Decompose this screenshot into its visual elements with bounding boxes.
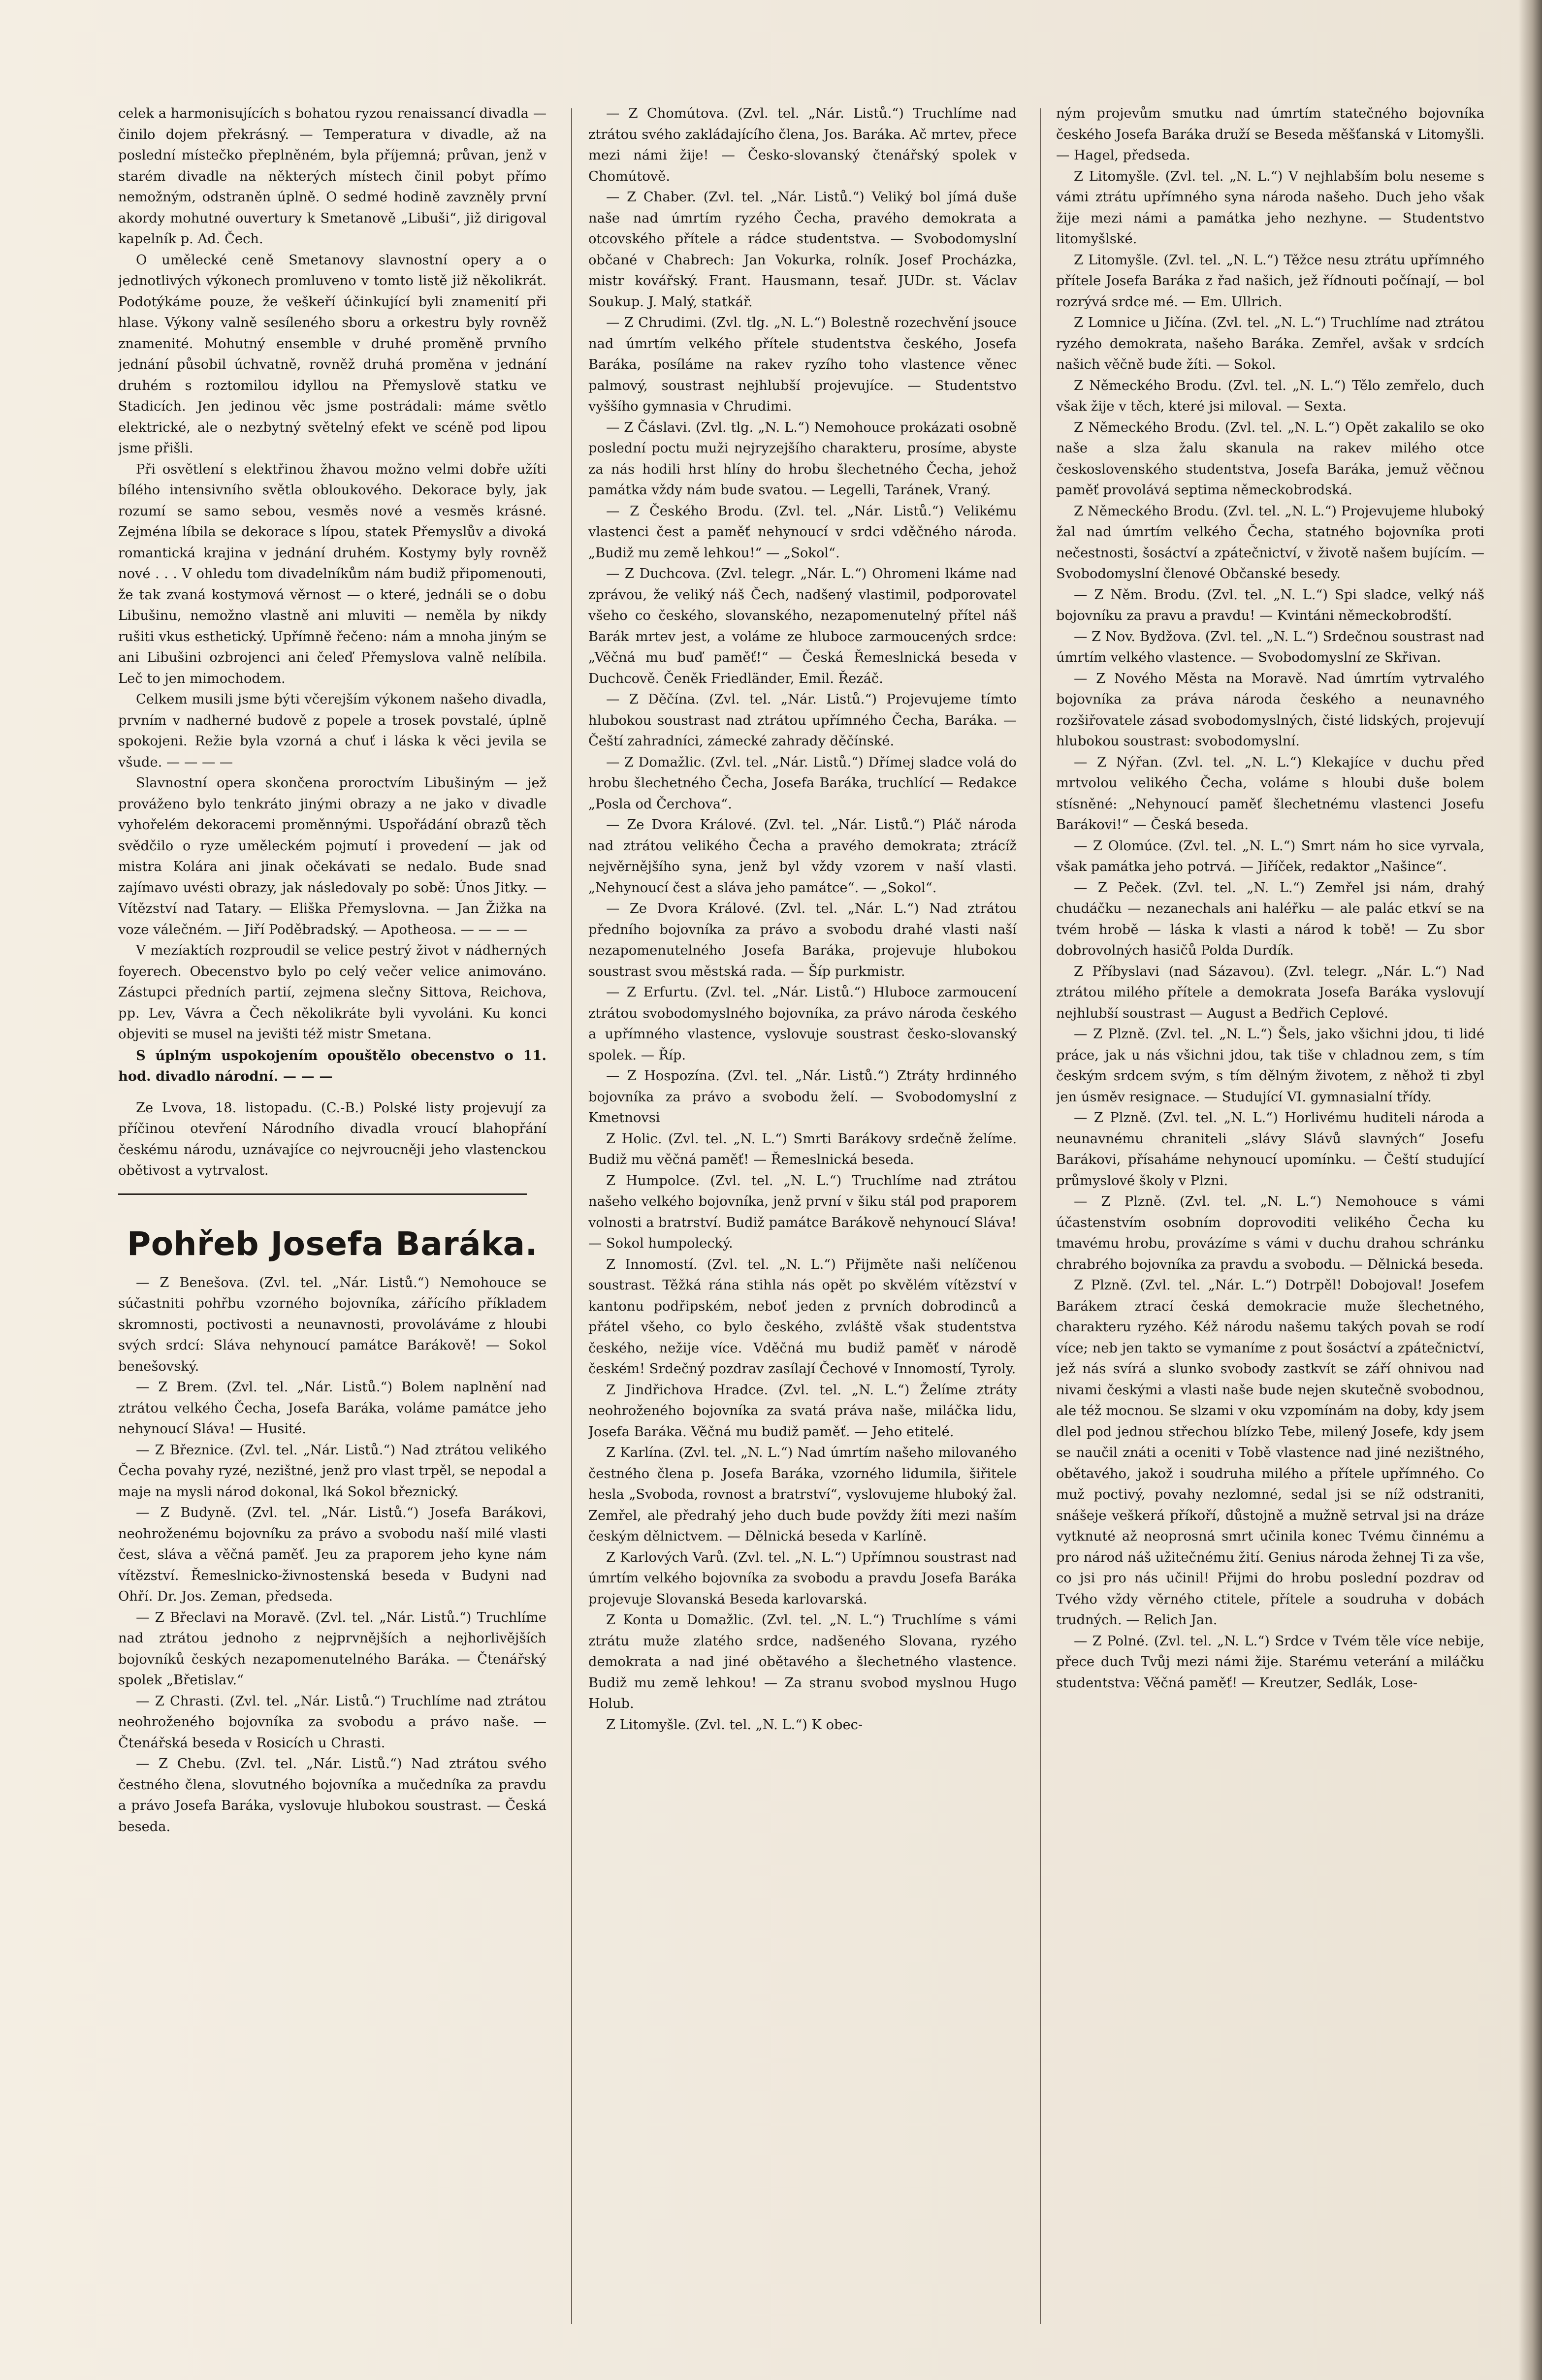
binding-edge bbox=[1518, 0, 1542, 2380]
condolence-item: — Z Chrasti. (Zvl. tel. „Nár. Listů.“) Truchlíme nad ztrátou neohroženého bojovníka za svobodu a právo naše. — Čtenářská beseda v Rosicích u Chrasti. bbox=[118, 1693, 546, 1751]
news-item-lvov: Ze Lvova, 18. listopadu. (C.-B.) Polské listy projevují za příčinou otevření Národního divadla vroucí blahopřání českému národu, uznávajíce co nejvroucněji jeho vlastenckou obětivost a vytrvalost. bbox=[118, 1100, 546, 1178]
condolence-item: Z Litomyšle. (Zvl. tel. „N. L.“) V nejhlabším bolu neseme s vámi ztrátu upřímného syna národa našeho. Duch jeho však žije mezi námi a památka jeho nezhyne. — Studentstvo litomyšlské. bbox=[1056, 168, 1484, 247]
column-left bbox=[118, 103, 546, 2329]
column-right bbox=[1056, 103, 1484, 2329]
condolence-item: — Z Plzně. (Zvl. tel. „N. L.“) Šels, jako všichni jdou, ti lidé práce, jak u nás všichni jdou, tak tiše v chladnou zem, s tím českým srdcem svým, s tím dělným životem, z něhož ti zbyl jen úsměv resignace. — Studující VI. gymnasialní třídy. bbox=[1056, 1027, 1484, 1105]
condolence-item: — Z Plzně. (Zvl. tel. „N. L.“) Nemohouce s vámi účastenstvím osobním doprovoditi velikého Čecha ku tmavému hrobu, provázíme s vámi v duchu drahou schránku chrabrého bojovníka za pravdu a svobodu. — Dělnická beseda. bbox=[1056, 1194, 1484, 1272]
condolence-item: ným projevům smutku nad úmrtím statečného bojovníka českého Josefa Baráka druží se Beseda měšťanská v Litomyšli. — Hagel, předseda. bbox=[1056, 106, 1484, 163]
condolence-item: Z Plzně. (Zvl. tel. „Nár. L.“) Dotrpěl! Dobojoval! Josefem Barákem ztrací česká demokracie muže šlechetného, charakteru ryzého. Kéž národu našemu takých povah se rodí více; neb jen takto se vymaníme z pout šosáctví a zpátečnictví, jež nás svírá a slunko svobody zastkvít se září ohnivou nad nivami českými a vlasti naše bude nejen skutečně svobodnou, ale též mocnou. Se slzami v oku vzpomínám na doby, kdy jsem dlel pod jednou střechou blízko Tebe, milený Josefe, kdy jsem se naučil znáti a oceniti v Tobě vlastence nad jiné nezištného, obětavého, jakož i soudruha milého a přítele upřímného. Co muž poctivý, povahy nezlomné, sedal jsi se níž odstraniti, snášeje veškerá příkoří, důstojně a mužně setrval jsi na dráze vytknuté až neoprosná smrt učinila konec Tvému činnému a pro národ náš užitečnému žití. Genius národa žehnej Ti za vše, co jsi pro nás učinil! Přijmi do hrobu poslední pozdrav od Tvého vždy věrného ctitele, přítele a soudruha v dobách trudných. — Relich Jan. bbox=[1056, 1278, 1484, 1628]
condolence-item: — Ze Dvora Králové. (Zvl. tel. „Nár. L.“) Nad ztrátou předního bojovníka za právo a svobodu drahé vlasti naší nezapomenutelného Josefa Baráka, projevuje hlubokou soustrast svou městská rada. — Šíp purkmistr. bbox=[588, 901, 1017, 979]
paragraph: Při osvětlení s elektřinou žhavou možno velmi dobře užíti bílého intensivního světla obloukového. Dekorace byly, jak rozumí se samo sebou, vesměs nové a vesměs krásné. Zejména líbila se dekorace s lípou, statek Přemyslův a divoká romantická krajina v jednání druhém. Kostymy byly rovněž nové . . . V ohledu tom divadelníkům nám budiž připomenouti, že tak zvaná kostymová věrnost — o které, jednáli se o dobu Libušinu, nemožno vlastně ani mluviti — neměla by nikdy rušiti vkus esthetický. Upřímně řečeno: nám a mnoha jiným se ani Libušini ozbrojenci ani čeleď Přemyslova valně nelíbila. Leč to jen mimochodem. bbox=[118, 461, 546, 686]
condolence-item: — Z Brem. (Zvl. tel. „Nár. Listů.“) Bolem naplnění nad ztrátou velkého Čecha, Josefa Baráka, voláme památce jeho nehynoucí Sláva! — Husité. bbox=[118, 1380, 546, 1437]
condolence-item: Z Německého Brodu. (Zvl. tel. „N. L.“) Tělo zemřelo, duch však žije v těch, které jsi miloval. — Sexta. bbox=[1056, 378, 1484, 414]
condolence-item: — Z Domažlic. (Zvl. tel. „Nár. Listů.“) Dřímej sladce volá do hrobu šlechetného Čecha, Josefa Baráka, truchlící — Redakce „Posla od Čerchova“. bbox=[588, 754, 1017, 812]
condolence-item: — Z Erfurtu. (Zvl. tel. „Nár. Listů.“) Hluboce zarmoucení ztrátou svobodomyslného bojovníka, za právo národa českého a upřímného vlastence, vyslovuje soustrast česko-slovanský spolek. — Říp. bbox=[588, 985, 1017, 1063]
condolence-item: Z Humpolce. (Zvl. tel. „N. L.“) Truchlíme nad ztrátou našeho velkého bojovníka, jenž první v šiku stál pod praporem volnosti a bratrství. Budiž památce Barákově nehynoucí Sláva! — Sokol humpolecký. bbox=[588, 1173, 1017, 1251]
condolence-item: Z Konta u Domažlic. (Zvl. tel. „N. L.“) Truchlíme s vámi ztrátu muže zlatého srdce, nadšeného Slovana, ryzého demokrata a nad jiné obětavého a šlechetného vlastence. Budiž mu země lehkou! — Za stranu svobod myslnou Hugo Holub. bbox=[588, 1612, 1017, 1711]
condolence-item: Z Jindřichova Hradce. (Zvl. tel. „N. L.“) Želíme ztráty neohroženého bojovníka za svatá práva naše, miláčka lidu, Josefa Baráka. Věčná mu budiž paměť. — Jeho etitelé. bbox=[588, 1382, 1017, 1440]
paragraph: V mezíaktích rozproudil se velice pestrý život v nádherných foyerech. Obecenstvo bylo po celý večer velice animováno. Zástupci předních partií, zejmena slečny Sittova, Reichova, pp. Lev, Vávra a Čech několikráte byli vyvoláni. Ku konci objeviti se musel na jevišti též mistr Smetana. bbox=[118, 943, 546, 1042]
column-middle bbox=[588, 103, 1017, 2329]
condolence-item: — Z Benešova. (Zvl. tel. „Nár. Listů.“) Nemohouce se súčastniti pohřbu vzorného bojovníka, zářícího příkladem skromnosti, poctivosti a neunavnosti, provoláváme z hloubi svých srdcí: Sláva nehynoucí památce Barákově! — Sokol benešovský. bbox=[118, 1275, 546, 1374]
condolence-item: — Z Budyně. (Zvl. tel. „Nár. Listů.“) Josefa Barákovi, neohroženému bojovníku za právo a svobodu naší milé vlasti čest, sláva a věčná paměť. Jeu za praporem jeho kyne nám vítězství. Řemeslnicko-živnostenská beseda v Budyni nad Ohří. Dr. Jos. Zeman, předseda. bbox=[118, 1505, 546, 1604]
condolence-item: — Z Plzně. (Zvl. tel. „N. L.“) Horlivému huditeli národa a neunavnému chraniteli „slávy Slávů slavných“ Josefu Barákovi, přísaháme nehynoucí upomínku. — Čeští studující průmyslové školy v Plzni. bbox=[1056, 1110, 1484, 1189]
condolence-item: Z Německého Brodu. (Zvl. tel. „N. L.“) Opět zakalilo se oko naše a slza žalu skanula na rakev milého otce československého studentstva, Josefa Baráka, jemuž věčnou paměť provolává septima německobrodská. bbox=[1056, 419, 1484, 498]
condolence-item: — Z Děčína. (Zvl. tel. „Nár. Listů.“) Projevujeme tímto hlubokou soustrast nad ztrátou upřímného Čecha, Baráka. — Čeští zahradníci, zámecké zahrady děčínské. bbox=[588, 692, 1017, 749]
condolence-item: — Z Českého Brodu. (Zvl. tel. „Nár. Listů.“) Velikému vlastenci čest a paměť nehynoucí v srdci vděčného národa. „Budiž mu země lehkou!“ — „Sokol“. bbox=[588, 503, 1017, 561]
condolence-item: Z Innomostí. (Zvl. tel. „N. L.“) Přijměte naši nelíčenou soustrast. Těžká rána stihla nás opět po skvělém vítězství v kantonu podřipském, neboť jeden z prvních dobrodinců a přátel všeho, co bylo českého, zvláště však studentstva českého, nežije více. Vděčná mu budiž paměť v národě českém! Srdečný pozdrav zasílají Čechové v Innomostí, Tyroly. bbox=[588, 1256, 1017, 1377]
condolence-item: — Z Nového Města na Moravě. Nad úmrtím vytrvalého bojovníka za práva národa českého a neunavného rozšiřovatele zásad svobodomyslných, čisté lidských, projevují hlubokou soustrast: svobodomyslní. bbox=[1056, 671, 1484, 749]
condolence-item: — Z Nov. Bydžova. (Zvl. tel. „N. L.“) Srdečnou soustrast nad úmrtím velkého vlastence. — Svobodomyslní ze Skřivan. bbox=[1056, 629, 1484, 665]
condolence-item: — Z Duchcova. (Zvl. telegr. „Nár. L.“) Ohromeni lkáme nad zprávou, že veliký náš Čech, nadšený vlastimil, podporovatel všeho co českého, slovanského, nezapomenutelný přítel náš Barák mrtev jest, a voláme ze hluboce zarmoucených srdce: „Věčná mu buď paměť!“ — Česká Řemeslnická beseda v Duchcově. Čeněk Friedländer, Emil. Řezáč. bbox=[588, 566, 1017, 686]
condolence-item: — Z Čáslavi. (Zvl. tlg. „N. L.“) Nemohouce prokázati osobně poslední poctu muži nejryzejšího charakteru, prosíme, abyste za nás hodili hrst hlíny do hrobu šlechetného Čecha, jehož památka vždy nám bude svatou. — Legelli, Taránek, Vraný. bbox=[588, 419, 1017, 498]
condolence-item: — Z Něm. Brodu. (Zvl. tel. „N. L.“) Spi sladce, velký náš bojovníku za pravu a pravdu! — Kvintáni německobrodští. bbox=[1056, 587, 1484, 623]
condolence-item: — Z Chrudimi. (Zvl. tlg. „N. L.“) Bolestně rozechvění jsouce nad úmrtím velkého přítele studentstva českého, Josefa Baráka, posíláme na rakev ryzího toho vlastence věnec palmový, soustrast nejhlubší projevujíce. — Studentstvo vyššího gymnasia v Chrudimi. bbox=[588, 315, 1017, 414]
paragraph: Celkem musili jsme býti včerejším výkonem našeho divadla, prvním v nadherné budově z popele a trosek povstalé, úplně spokojeni. Režie byla vzorná a chuť i láska k věci jevila se všude. — — — — bbox=[118, 692, 546, 770]
condolence-item: Z Karlína. (Zvl. tel. „N. L.“) Nad úmrtím našeho milovaného čestného člena p. Josefa Baráka, vzorného lidumila, šiřitele hesla „Svoboda, rovnost a bratrství“, vyslovujeme hluboký žal. Zemřel, ale předrahý jeho duch bude povždy žíti mezi naším českým dělnictvem. — Dělnická beseda v Karlíně. bbox=[588, 1445, 1017, 1544]
condolence-item: Z Karlových Varů. (Zvl. tel. „N. L.“) Upřímnou soustrast nad úmrtím velkého bojovníka za svobodu a pravdu Josefa Baráka projevuje Slovanská Beseda karlovarská. bbox=[588, 1549, 1017, 1607]
condolence-item: Z Příbyslavi (nad Sázavou). (Zvl. telegr. „Nár. L.“) Nad ztrátou milého přítele a demokrata Josefa Baráka vyslovují nejhlubší soustrast — August a Bedřich Ceplové. bbox=[1056, 964, 1484, 1021]
condolence-item: — Z Březnice. (Zvl. tel. „Nár. Listů.“) Nad ztrátou velikého Čecha povahy ryzé, nezištné, jenž pro vlast trpěl, se nepodal a maje na mysli národ dokonal, lká Sokol březnický. bbox=[118, 1442, 546, 1500]
condolence-item: — Z Nýřan. (Zvl. tel. „N. L.“) Klekajíce v duchu před mrtvolou velikého Čecha, voláme s hloubi duše bolem stísněné: „Nehynoucí paměť šlechetnému vlastenci Josefu Barákovi!“ — Česká beseda. bbox=[1056, 754, 1484, 833]
condolence-item: — Z Chebu. (Zvl. tel. „Nár. Listů.“) Nad ztrátou svého čestného člena, slovutného bojovníka a mučedníka za pravdu a právo Josefa Baráka, vyslovuje hlubokou soustrast. — Česká beseda. bbox=[118, 1756, 546, 1834]
condolence-item: Z Lomnice u Jičína. (Zvl. tel. „N. L.“) Truchlíme nad ztrátou ryzého demokrata, našeho Baráka. Zemřel, avšak v srdcích našich věčně bude žíti. — Sokol. bbox=[1056, 315, 1484, 372]
condolence-item: — Z Olomúce. (Zvl. tel. „N. L.“) Smrt nám ho sice vyrvala, však památka jeho potrvá. — Jiříček, redaktor „Našince“. bbox=[1056, 838, 1484, 874]
column-rule bbox=[571, 108, 572, 2324]
condolence-item: Z Holic. (Zvl. tel. „N. L.“) Smrti Barákovy srdečně želíme. Budiž mu věčná paměť! — Řemeslnická beseda. bbox=[588, 1131, 1017, 1167]
paragraph: O umělecké ceně Smetanovy slavnostní opery a o jednotlivých výkonech promluveno v tomto listě již několikrát. Podotýkáme pouze, že veškeří účinkující byli znamenití při hlase. Výkony valně sesíleného sboru a orkestru byly rovněž znamenité. Mohutný ensemble v druhé proměně prvního jednání působil úchvatně, rovněž druhá proměna v jednání druhém s roztomilou idyllou na Přemyslově statku ve Stadicích. Jen jedinou věc jsme postrádali: máme světlo elektrické, ale o nezbytný světelný efekt ve scéně pod lipou jsme přišli. bbox=[118, 252, 546, 456]
condolence-item: Z Německého Brodu. (Zvl. tel. „N. L.“) Projevujeme hluboký žal nad úmrtím velkého Čecha, statného bojovníka proti nečestnosti, šosáctví a zpátečnictví, v životě našem bujícím. — Svobodomyslní členové Občanské besedy. bbox=[1056, 503, 1484, 581]
condolence-item: — Z Chaber. (Zvl. tel. „Nár. Listů.“) Veliký bol jímá duše naše nad úmrtím ryzého Čecha, pravého demokrata a otcovského přítele a rádce studentstva. — Svobodomyslní občané v Chabrech: Jan Vokurka, rolník. Josef Procházka, mistr kovářský. Frant. Hausmann, tesař. JUDr. st. Václav Soukup. J. Malý, statkář. bbox=[588, 190, 1017, 310]
condolence-item: Z Litomyšle. (Zvl. tel. „N. L.“) K obec- bbox=[606, 1717, 863, 1733]
condolence-item: — Z Hospozína. (Zvl. tel. „Nár. Listů.“) Ztráty hrdinného bojovníka za právo a svobodu želí. — Svobodomyslní z Kmetnovsi bbox=[588, 1068, 1017, 1126]
condolence-item: — Z Peček. (Zvl. tel. „N. L.“) Zemřel jsi nám, drahý chudáčku — nezanechals ani haléřku — ale palác etkví se na tvém hrobě — láska k vlasti a národ k tobě! — Zu sbor dobrovolných hasičů Polda Durdík. bbox=[1056, 880, 1484, 958]
condolence-item: — Z Chomútova. (Zvl. tel. „Nár. Listů.“) Truchlíme nad ztrátou svého zakládajícího člena, Jos. Baráka. Ač mrtev, přece mezi námi žije! — Česko-slovanský čtenářský spolek v Chomútově. bbox=[588, 106, 1017, 184]
condolence-item: — Ze Dvora Králové. (Zvl. tel. „Nár. Listů.“) Pláč národa nad ztrátou velikého Čecha a pravého demokrata; ztrácíž nejvěrnějšího syna, jenž byl vždy vzorem v naší vlasti. „Nehynoucí čest a sláva jeho památce“. — „Sokol“. bbox=[588, 817, 1017, 896]
paragraph: Slavnostní opera skončena proroctvím Libušiným — jež prováženo bylo tenkráto jinými obrazy a ne jako v divadle vyhořelém dekoracemi proměnnými. Uspořádání obrazů těch svědčilo o ryze uměleckém pojmutí i provedení — jak od mistra Kolára ani jinak očekávati se nedalo. Bude snad zajímavo uvésti obrazy, jak následovaly po sobě: Únos Jitky. — Vítězství nad Tatary. — Eliška Přemyslovna. — Jan Žižka na voze válečném. — Jiří Poděbradský. — Apotheosa. — — — — bbox=[118, 775, 546, 937]
column-rule bbox=[1040, 108, 1041, 2324]
paragraph: celek a harmonisujících s bohatou ryzou renaissancí divadla — činilo dojem překrásný. — Temperatura v divadle, až na poslední místečko přeplněném, byla příjemná; průvan, jenž v starém divadle na některých místech činil pobyt přímo nemožným, odstraněn úplně. O sedmé hodině zavzněly první akordy mohutné ouvertury k Smetanově „Libuši“, již dirigoval kapelník p. Ad. Čech. bbox=[118, 106, 546, 247]
condolence-item: — Z Polné. (Zvl. tel. „N. L.“) Srdce v Tvém těle více nebije, přece duch Tvůj mezi námi žije. Starému veterání a miláčku studentstva: Věčná paměť! — Kreutzer, Sedlák, Lose- bbox=[1056, 1633, 1484, 1691]
section-title: Pohřeb Josefa Baráka. bbox=[127, 1224, 538, 1263]
condolence-item: Z Litomyšle. (Zvl. tel. „N. L.“) Těžce nesu ztrátu upřímného přítele Josefa Baráka z řad našich, jež řídnouti počínají, — bol rozrývá srdce mé. — Em. Ullrich. bbox=[1056, 252, 1484, 310]
condolence-item: — Z Břeclavi na Moravě. (Zvl. tel. „Nár. Listů.“) Truchlíme nad ztrátou jednoho z nejprvnějších a nejhorlivějších bojovníků českých nezapomenutelného Baráka. — Čtenářský spolek „Břetislav.“ bbox=[118, 1609, 546, 1688]
paragraph: S úplným uspokojením opouštělo obecenstvo o 11. hod. divadlo národní. — — — bbox=[118, 1047, 546, 1084]
